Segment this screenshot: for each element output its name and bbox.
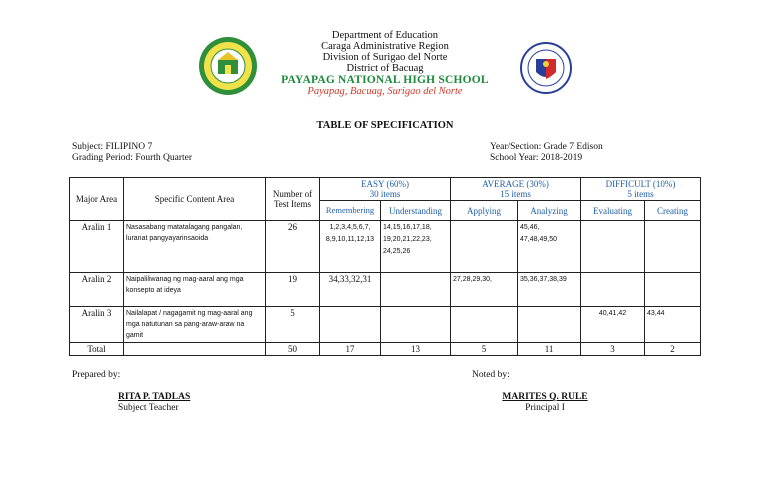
year-section-label: Year/Section: Grade 7 Edison: [490, 142, 603, 152]
row-applying: [451, 307, 518, 343]
total-row: [70, 343, 701, 356]
header-region: Caraga Administrative Region: [321, 41, 449, 52]
row-area: Aralin 3: [70, 307, 124, 343]
average-items: 15 items: [500, 189, 531, 199]
row-content: Nailalapat / nagagamit ng mag-aaral ang mga natutunan sa pang-araw-araw na gamit: [124, 307, 266, 343]
total-analyzing: 11: [518, 343, 581, 356]
header-division: Division of Surigao del Norte: [322, 52, 448, 63]
header-major-area: Major Area: [70, 178, 124, 221]
total-content-empty: [124, 343, 266, 356]
row-content: Nasasabang matatalagang pangalan, luranat pangyayarinsaoida: [124, 221, 266, 273]
header-creating: Creating: [645, 201, 701, 221]
header-applying: Applying: [451, 201, 518, 221]
row-evaluating: 40,41,42: [581, 307, 645, 343]
table-row: [70, 273, 701, 307]
prepared-by-name: RITA P. TADLAS: [118, 392, 191, 402]
row-understanding: 14,15,16,17,18, 19,20,21,22,23, 24,25,26: [381, 221, 451, 273]
row-remembering: 1,2,3,4,5,6,7, 8,9,10,11,12,13: [320, 221, 381, 273]
easy-items: 30 items: [369, 189, 401, 199]
row-understanding: [381, 273, 451, 307]
header-evaluating: Evaluating: [581, 201, 645, 221]
row-analyzing: 45,46, 47,48,49,50: [518, 221, 581, 273]
easy-label: EASY (60%): [361, 179, 409, 189]
specification-table: [69, 177, 701, 356]
row-evaluating: [581, 273, 645, 307]
header-analyzing: Analyzing: [518, 201, 581, 221]
header-district: District of Bacuag: [346, 63, 424, 74]
total-items: 50: [266, 343, 320, 356]
header-easy: [320, 178, 451, 201]
row-analyzing: [518, 307, 581, 343]
row-creating: 43,44: [645, 307, 701, 343]
table-row: [70, 221, 701, 273]
row-items: 26: [266, 221, 320, 273]
school-address: Payapag, Bacuag, Surigao del Norte: [307, 86, 463, 97]
row-area: Aralin 2: [70, 273, 124, 307]
total-understanding: 13: [381, 343, 451, 356]
header-understanding: Understanding: [381, 201, 451, 221]
school-name: PAYAPAG NATIONAL HIGH SCHOOL: [281, 74, 489, 86]
header-remembering: Remembering: [320, 201, 381, 221]
noted-by-name: MARITES Q. RULE: [502, 392, 588, 402]
row-applying: 27,28,29,30,: [451, 273, 518, 307]
row-creating: [645, 273, 701, 307]
page-title: TABLE OF SPECIFICATION: [316, 120, 454, 131]
prepared-by-label: Prepared by:: [72, 370, 121, 380]
header-content-area: Specific Content Area: [124, 178, 266, 221]
row-remembering: 34,33,32,31: [320, 273, 381, 307]
school-year-label: School Year: 2018-2019: [490, 153, 583, 163]
row-items: 5: [266, 307, 320, 343]
difficult-items: 5 items: [627, 189, 654, 199]
header-difficult: [581, 178, 701, 201]
row-evaluating: [581, 221, 645, 273]
total-label: Total: [70, 343, 124, 356]
prepared-by-role: Subject Teacher: [118, 403, 179, 413]
header-average: [451, 178, 581, 201]
row-analyzing: 35,36,37,38,39: [518, 273, 581, 307]
row-understanding: [381, 307, 451, 343]
average-label: AVERAGE (30%): [482, 179, 549, 189]
total-applying: 5: [451, 343, 518, 356]
row-remembering: [320, 307, 381, 343]
subject-label: Subject: FILIPINO 7: [72, 142, 153, 152]
difficult-label: DIFFICULT (10%): [605, 179, 676, 189]
header-department: Department of Education: [331, 30, 439, 41]
grading-period-label: Grading Period: Fourth Quarter: [72, 153, 193, 163]
total-creating: 2: [645, 343, 701, 356]
total-remembering: 17: [320, 343, 381, 356]
noted-by-role: Principal I: [525, 403, 565, 413]
row-creating: [645, 221, 701, 273]
noted-by-label: Noted by:: [472, 370, 510, 380]
header-test-items: Number of Test Items: [266, 178, 320, 221]
row-applying: [451, 221, 518, 273]
row-items: 19: [266, 273, 320, 307]
row-area: Aralin 1: [70, 221, 124, 273]
row-content: Naipaliliwanag ng mag-aaral ang mga konsepto at ideya: [124, 273, 266, 307]
table-row: [70, 307, 701, 343]
total-evaluating: 3: [581, 343, 645, 356]
